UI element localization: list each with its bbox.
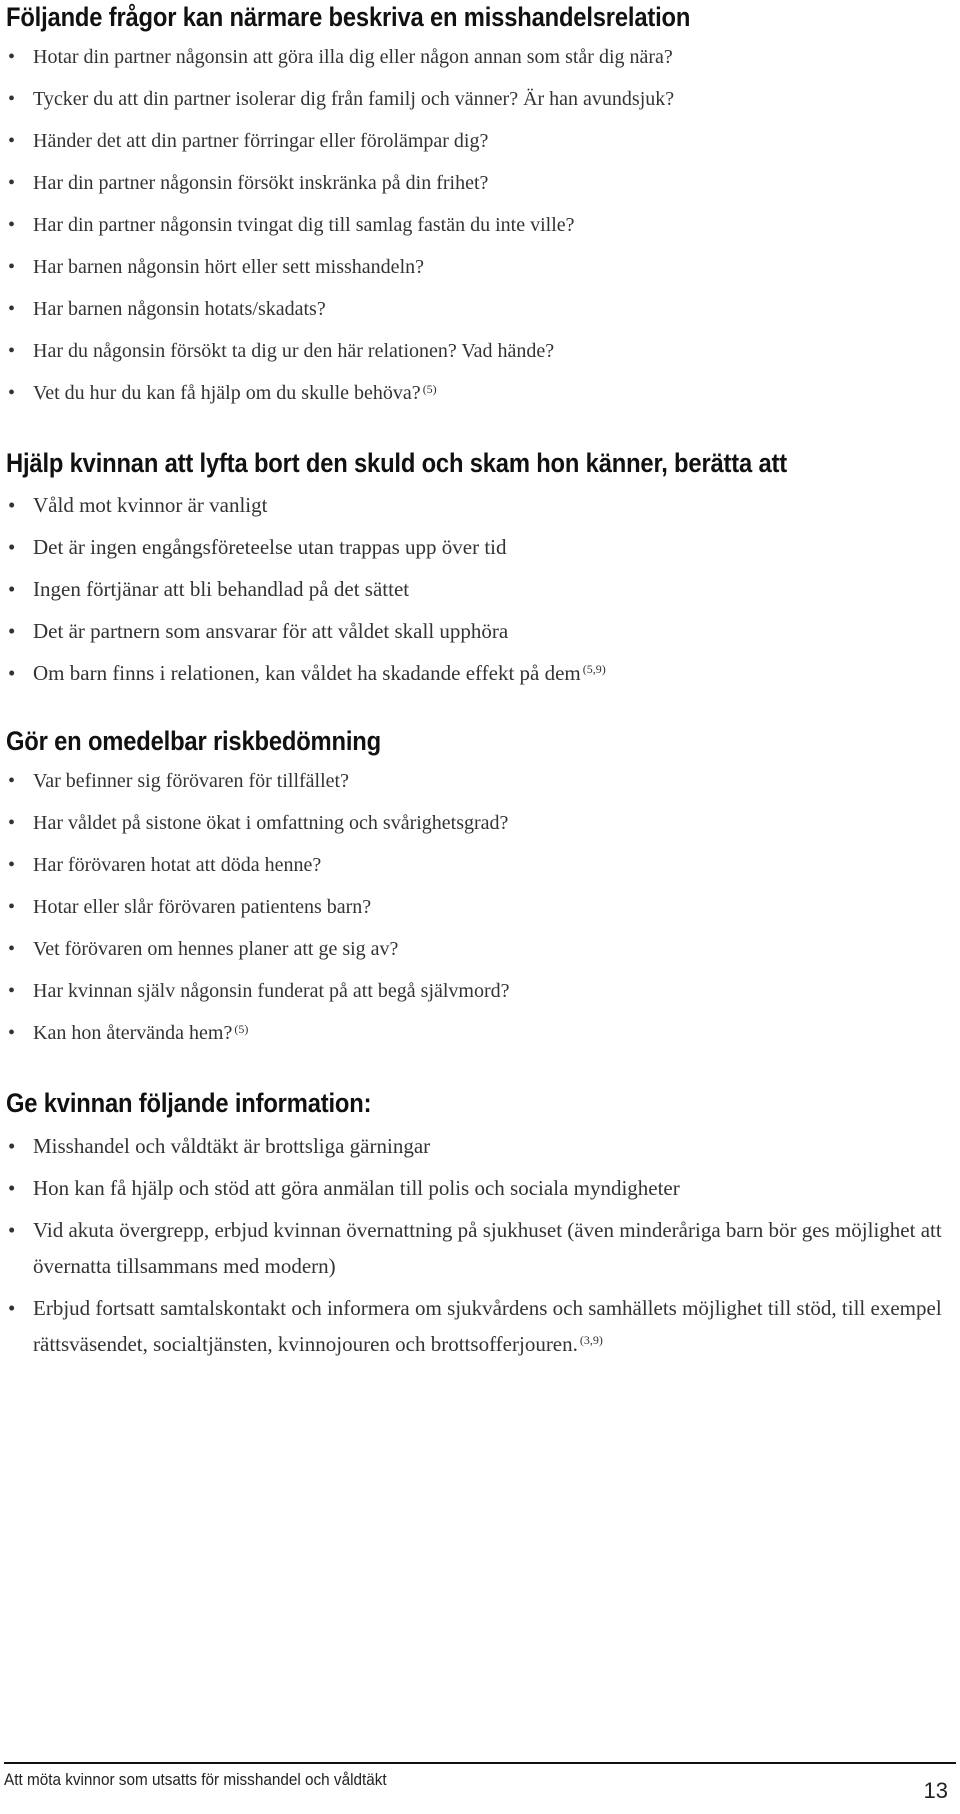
section-heading: Gör en omedelbar riskbedömning (6, 726, 381, 756)
bullet-icon: • (8, 1134, 16, 1158)
list-item (6, 970, 946, 1012)
list-item (6, 120, 946, 162)
bullet-icon: • (8, 577, 16, 601)
bullet-icon: • (8, 980, 16, 1002)
reference-superscript: (5) (234, 1022, 249, 1036)
page-number: 13 (923, 1778, 948, 1803)
list-item-text: Våld mot kvinnor är vanligt (33, 493, 268, 517)
list-item-text: Har kvinnan själv någonsin funderat på att begå självmord? (33, 980, 510, 1002)
bullet-icon: • (8, 214, 16, 236)
list-item (6, 78, 946, 120)
bullet-icon: • (8, 88, 16, 110)
reference-superscript: (3,9) (579, 1333, 603, 1347)
list-item (6, 652, 946, 694)
bullet-icon: • (8, 46, 16, 68)
bullet-list (6, 36, 946, 414)
list-item-text: Det är partnern som ansvarar för att våldet skall upphöra (33, 619, 509, 643)
list-item-text: Ingen förtjänar att bli behandlad på det sättet (33, 577, 410, 601)
section-risk-assessment (6, 724, 946, 1054)
list-item (6, 288, 946, 330)
section-heading: Hjälp kvinnan att lyfta bort den skuld och skam hon känner, berätta att (6, 448, 787, 478)
list-item-text: Om barn finns i relationen, kan våldet ha skadande effekt på dem (33, 661, 581, 685)
list-item (6, 802, 946, 844)
list-item (6, 1170, 946, 1206)
list-item-text: Hotar eller slår förövaren patientens barn? (33, 896, 372, 918)
reference-superscript: (5,9) (582, 662, 606, 676)
list-item (6, 928, 946, 970)
list-item-text: Vet du hur du kan få hjälp om du skulle behöva? (33, 382, 421, 404)
bullet-icon: • (8, 172, 16, 194)
bullet-icon: • (8, 298, 16, 320)
list-item-text: Händer det att din partner förringar eller förolämpar dig? (33, 130, 489, 152)
list-item (6, 886, 946, 928)
bullet-list (6, 760, 946, 1054)
list-item (6, 1212, 946, 1284)
bullet-icon: • (8, 770, 16, 792)
section-relieve-guilt (6, 446, 946, 694)
list-item-text: Har förövaren hotat att döda henne? (33, 854, 322, 876)
footer-divider (4, 1762, 956, 1764)
list-item-text: Har barnen någonsin hotats/skadats? (33, 298, 326, 320)
reference-superscript: (5) (422, 382, 437, 396)
bullet-icon: • (8, 1296, 16, 1320)
list-item (6, 162, 946, 204)
list-item-text: Hotar din partner någonsin att göra illa dig eller någon annan som står dig nära? (33, 46, 673, 68)
list-item-text: Har din partner någonsin försökt inskränka på din frihet? (33, 172, 489, 194)
list-item-text: Vet förövaren om hennes planer att ge sig av? (33, 938, 399, 960)
bullet-icon: • (8, 1022, 16, 1044)
bullet-icon: • (8, 938, 16, 960)
list-item (6, 610, 946, 652)
bullet-icon: • (8, 340, 16, 362)
list-item (6, 568, 946, 610)
list-item-text: Har din partner någonsin tvingat dig till samlag fastän du inte ville? (33, 214, 575, 236)
list-item-text: Har du någonsin försökt ta dig ur den här relationen? Vad hände? (33, 340, 555, 362)
bullet-icon: • (8, 896, 16, 918)
section-abuse-questions (6, 0, 946, 414)
bullet-list (6, 484, 946, 694)
section-heading: Följande frågor kan närmare beskriva en misshandelsrelation (6, 2, 691, 32)
list-item-text: Har våldet på sistone ökat i omfattning och svårighetsgrad? (33, 812, 509, 834)
list-item (6, 246, 946, 288)
bullet-icon: • (8, 130, 16, 152)
list-item-text: Misshandel och våldtäkt är brottsliga gärningar (33, 1134, 431, 1158)
list-item (6, 760, 946, 802)
section-information (6, 1086, 946, 1368)
bullet-icon: • (8, 256, 16, 278)
list-item (6, 36, 946, 78)
list-item-text: Tycker du att din partner isolerar dig från familj och vänner? Är han avundsjuk? (33, 88, 675, 110)
bullet-icon: • (8, 661, 16, 685)
bullet-icon: • (8, 493, 16, 517)
bullet-icon: • (8, 854, 16, 876)
bullet-icon: • (8, 619, 16, 643)
section-heading: Ge kvinnan följande information: (6, 1088, 372, 1118)
list-item-text: Kan hon återvända hem? (33, 1022, 233, 1044)
footer-title: Att möta kvinnor som utsatts för misshandel och våldtäkt (4, 1770, 387, 1789)
list-item-text: Det är ingen engångsföreteelse utan trappas upp över tid (33, 535, 507, 559)
list-item (6, 1012, 946, 1054)
list-item-text: Erbjud fortsatt samtalskontakt och informera om sjukvårdens och samhällets möjlighet till stöd, till exempel rättsväsendet, socialtjänsten, kvinnojouren och brottsofferjouren. (33, 1296, 942, 1356)
list-item-text: Har barnen någonsin hört eller sett misshandeln? (33, 256, 424, 278)
bullet-icon: • (8, 535, 16, 559)
list-item-text: Vid akuta övergrepp, erbjud kvinnan övernattning på sjukhuset (även minderåriga barn bör ges möjlighet att övernatta tillsammans med modern) (33, 1218, 942, 1278)
bullet-icon: • (8, 1218, 16, 1242)
list-item (6, 844, 946, 886)
list-item-text: Var befinner sig förövaren för tillfället? (33, 770, 349, 792)
list-item (6, 330, 946, 372)
list-item (6, 204, 946, 246)
list-item (6, 1128, 946, 1164)
list-item (6, 372, 946, 414)
list-item (6, 526, 946, 568)
list-item (6, 1290, 946, 1362)
bullet-icon: • (8, 1176, 16, 1200)
bullet-icon: • (8, 812, 16, 834)
bullet-icon: • (8, 382, 16, 404)
bullet-list (6, 1128, 946, 1362)
list-item (6, 484, 946, 526)
list-item-text: Hon kan få hjälp och stöd att göra anmälan till polis och sociala myndigheter (33, 1176, 680, 1200)
